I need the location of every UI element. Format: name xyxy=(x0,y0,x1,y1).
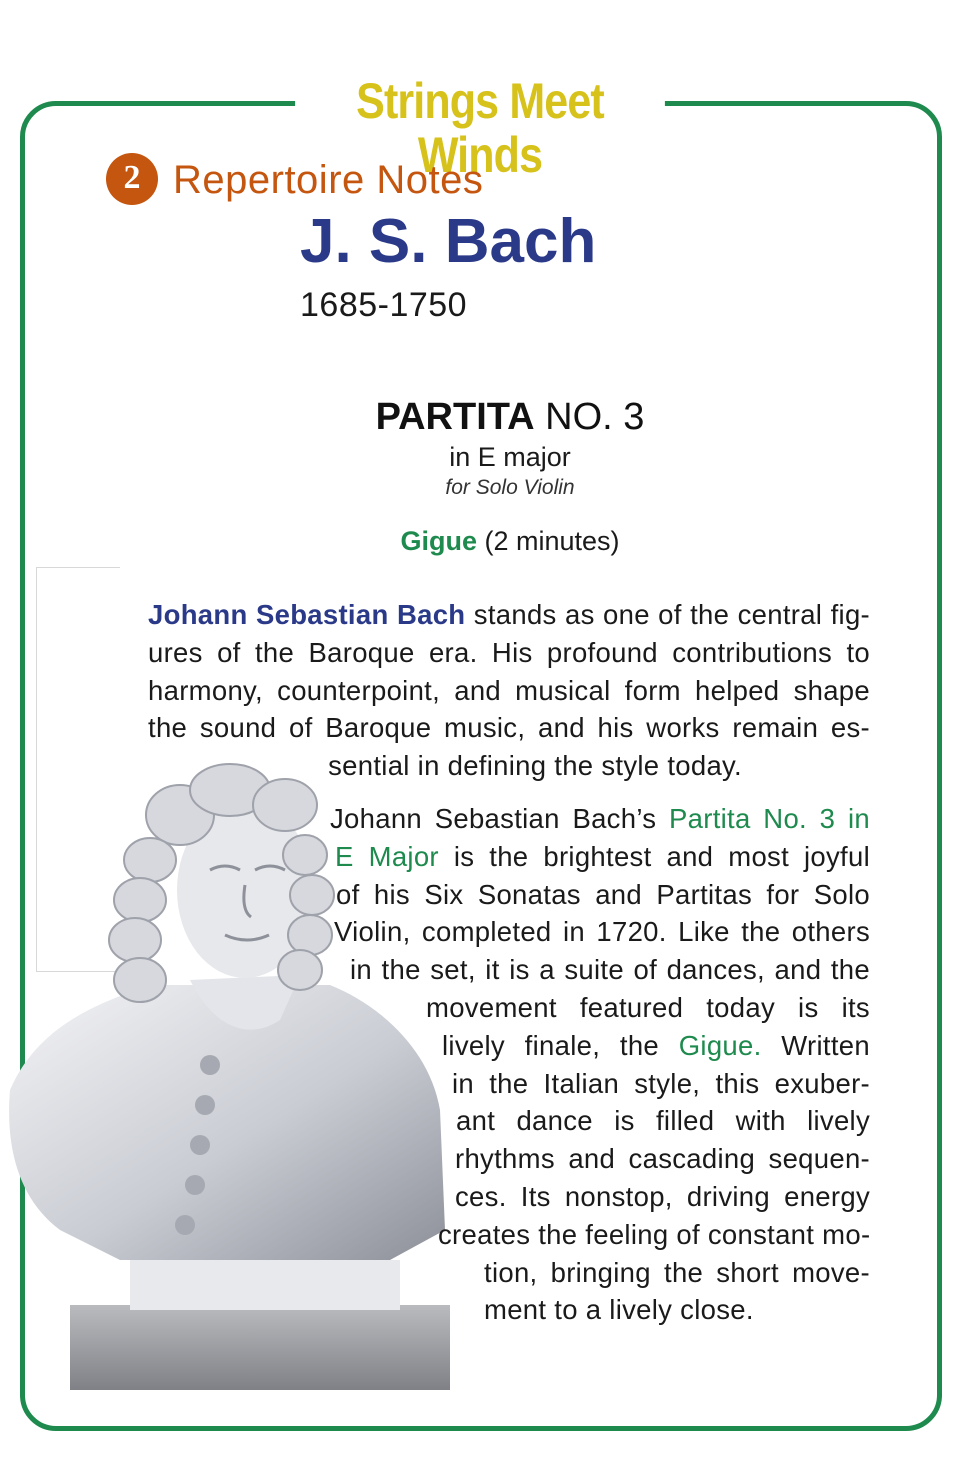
intro-line: the sound of Baroque music, and his works remain es- xyxy=(148,712,870,744)
body-line: movement featured today is its xyxy=(426,991,870,1023)
body-line: tion, bringing the short move- xyxy=(484,1256,870,1288)
work-instrument: for Solo Violin xyxy=(445,476,575,499)
body-line: lively finale, the Gigue. Written xyxy=(442,1029,870,1061)
body-line: Johann Sebastian Bach’s Partita No. 3 in xyxy=(330,803,870,834)
composer-highlight: Johann Sebastian Bach xyxy=(148,599,466,630)
body-line: creates the feeling of constant mo- xyxy=(438,1218,871,1250)
work-key: in E major xyxy=(449,442,571,472)
section-number-badge: 2 xyxy=(106,153,158,205)
body-line: rhythms and cascading sequen- xyxy=(455,1143,870,1175)
work-title-rest: NO. 3 xyxy=(534,396,645,438)
intro-paragraph xyxy=(148,596,870,785)
body-line: ant dance is filled with lively xyxy=(456,1105,870,1137)
body-line: Violin, completed in 1720. Like the others xyxy=(334,916,870,948)
movement-duration: (2 minutes) xyxy=(476,526,620,556)
work-highlight: Partita No. 3 in xyxy=(669,803,870,834)
section-label: Repertoire Notes xyxy=(173,158,484,202)
movement-highlight: Gigue. xyxy=(678,1029,762,1061)
composer-dates: 1685-1750 xyxy=(300,286,468,324)
work-title xyxy=(330,394,690,440)
intro-line: harmony, counterpoint, and musical form helped shape xyxy=(148,674,870,706)
banner-title: Strings Meet Winds xyxy=(295,74,665,128)
intro-line: ures of the Baroque era. His profound contributions to xyxy=(148,636,870,668)
body-line: ces. Its nonstop, driving energy xyxy=(455,1180,870,1212)
body-line: in the Italian style, this exuber- xyxy=(452,1067,870,1099)
composer-name: J. S. Bach xyxy=(300,207,597,276)
movement-line xyxy=(330,523,690,559)
body-paragraph xyxy=(300,800,870,1329)
body-line: in the set, it is a suite of dances, and the xyxy=(350,954,870,986)
intro-line: sential in defining the style today. xyxy=(328,750,742,782)
work-title-bold: PARTITA xyxy=(375,396,535,438)
body-line: E Major is the brightest and most joyful xyxy=(335,840,870,872)
work-highlight: E Major xyxy=(335,840,439,872)
body-line: ment to a lively close. xyxy=(484,1294,754,1326)
intro-line: Johann Sebastian Bach stands as one of the central fig- xyxy=(148,599,870,630)
body-line: of his Six Sonatas and Partitas for Solo xyxy=(336,878,870,910)
movement-name: Gigue xyxy=(400,526,477,556)
